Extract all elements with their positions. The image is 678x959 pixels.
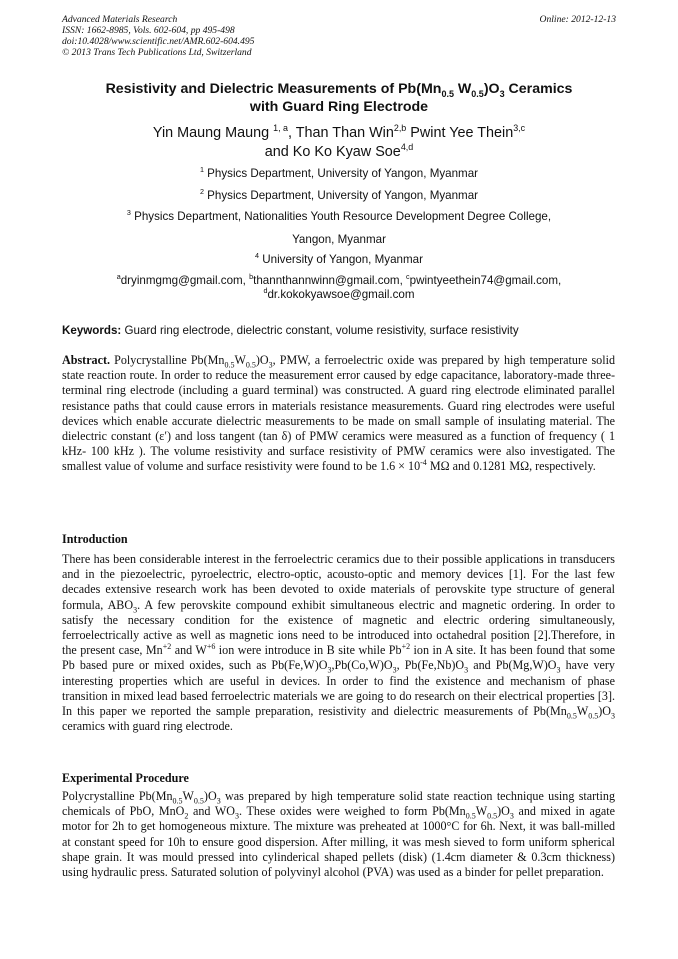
subscript: 0.5 [224,360,235,370]
intro-text: There has been considerable interest in the ferroelectric ceramics due to their possible applications in transducers and in the piezoelectric, pyroelectric, electro-optic, acousto-optic and memory devices [1]. For the last few decades extensive research work has been devoted to oxide materials of perovskite type structure of general formula, ABO [62,552,615,612]
title-text: Ceramics [504,81,573,97]
introduction-heading: Introduction [62,532,128,546]
subscript: 0.5 [465,811,476,821]
author-mark: 3,c [513,123,526,134]
email-address: pwintyeethein74@gmail.com, [409,274,562,287]
email-mark: a [116,272,121,282]
affiliation-2 [40,189,638,203]
exp-text: )O [497,804,510,819]
author-name: , Than Than Win [288,125,394,141]
intro-text: ,Pb(Co,W)O [331,658,393,673]
subscript: 0.5 [566,711,577,721]
subscript: 3 [268,360,273,370]
affiliation-3 [40,210,638,224]
subscript: 0.5 [487,811,498,821]
email-mark: c [406,272,410,282]
intro-text: . A few perovskite compound exhibit simultaneous electric and magnetic ordering. In order to satisfy the necessary condition for the existence of magnetic and electric ordering simultaneously, ferroelectrically active as well as magnetic ions need to be introduced into octahedral position [2].Therefore, in the present case, Mn [62,597,615,658]
journal-name: Advanced Materials Research [62,14,178,25]
title-subscript: 0.5 [471,88,484,99]
abstract-paragraph [62,353,615,475]
title-text: )O [483,81,500,97]
intro-text: ion were introduce in B site while Pb [215,643,402,658]
subscript: 0.5 [193,796,204,806]
intro-text: have very interesting properties which are useful in devices. In order to find the existence and mechanism of phase transition in mixed lead based ferroelectric materials we are going to do research on their electrical properties [3]. In this paper we reported the sample preparation, resistivity and dielectric measurements of Pb(Mn [62,658,615,719]
author-mark: 4,d [400,142,414,153]
affiliation-text: Physics Department, Nationalities Youth Resource Development Degree College, [130,210,552,223]
email-address: dryinmgmg@gmail.com, [120,274,250,287]
experimental-heading: Experimental Procedure [62,771,189,785]
intro-text: ceramics with guard ring electrode. [62,719,233,734]
abstract-text: Polycrystalline Pb(Mn [110,353,225,367]
subscript: 3 [216,796,221,806]
exp-text: )O [203,789,217,803]
title-text: Resistivity and Dielectric Measurements of Pb(Mn [105,81,442,97]
affiliation-text: Physics Department, University of Yangon, Myanmar [203,167,479,180]
abstract-text: )O [255,353,269,367]
email-mark: d [263,286,268,296]
author-emails [40,274,638,302]
title-subscript: 3 [499,88,505,99]
exp-text: and mixed in agate motor for 2h to get homogeneous mixture. The mixture was preheated at 1000°C for 6h. Next, it was ball-milled at constant speed for 10h to ensure good dispersion. After milling, it was mesh sieved to form uniform spherical shape grain. It was mould pressed into cylinderical shaped pellets (disk) (1.4cm diameter & 0.3cm thickness) using hydraulic press. Saturated solution of polyvinyl alcohol (PVA) was used as a binder for pellet preparation. [62,804,615,880]
subscript: 3 [464,665,469,675]
abstract-text: MΩ and 0.1281 MΩ, respectively. [426,459,596,474]
exp-text: W [182,789,194,803]
intro-text: and W [171,643,207,658]
subscript: 0.5 [172,796,183,806]
affiliation-mark: 4 [255,251,260,261]
abstract-text: , PMW, a ferroelectric oxide was prepared by high temperature solid state reaction route. In order to reduce the measurement error caused by edge capacitance, laboratory-made three-terminal ring electrode (including a guard terminal) was constructed. A guard ring electrode eliminated parallel resistance paths that could cause errors in materials resistance measurements. Guard ring electrodes were useful devices which enable accurate dielectric measurements to be made on small sample of insulating material. The dielectric constant (ε′) and loss tangent (tan δ) of PMW ceramics were measured as a function of frequency ( 1 kHz- 100 kHz ). The volume resistivity and surface resistivity of PMW ceramics were also investigated. The smallest value of volume and surface resistivity were found to be 1.6 × 10 [62,353,615,474]
author-name: and Ko Ko Kyaw Soe [264,144,401,160]
exp-text: Polycrystalline Pb(Mn [62,789,173,803]
subscript: 3 [133,605,138,615]
abstract-label: Abstract. [62,353,111,367]
keywords-text: Guard ring electrode, dielectric constant, volume resistivity, surface resistivity [121,324,519,337]
subscript: 3 [556,665,561,675]
exp-text: was prepared by high temperature solid state reaction technique using starting chemicals of PbO, MnO [62,789,615,819]
superscript: -4 [420,458,427,468]
intro-text: W [576,704,589,719]
subscript: 2 [184,811,189,821]
intro-text: and Pb(Mg,W)O [468,658,557,673]
subscript: 3 [611,711,615,721]
online-date: Online: 2012-12-13 [539,14,616,25]
superscript: +6 [206,642,216,652]
title-subscript: 0.5 [441,88,454,99]
keywords-label: Keywords: [62,324,122,337]
copyright-line: © 2013 Trans Tech Publications Ltd, Switzerland [62,47,252,58]
affiliation-mark: 2 [199,187,204,197]
email-mark: b [249,272,254,282]
title-line-2: with Guard Ring Electrode [249,99,429,115]
author-name: Pwint Yee Thein [406,125,514,141]
journal-header [62,14,616,58]
affiliation-text: Physics Department, University of Yangon, Myanmar [203,189,479,202]
affiliation-1 [40,167,638,181]
issn-line: ISSN: 1662-8985, Vols. 602-604, pp 495-498 [62,25,235,36]
author-list [40,124,638,162]
experimental-paragraph [62,789,615,880]
keywords-line [62,324,622,338]
affiliation-3-line-2: Yangon, Myanmar [292,233,386,246]
subscript: 3 [392,665,397,675]
author-name: Yin Maung Maung [152,125,274,141]
intro-text: ion in A site. It has been found that some Pb based pure or mixed oxides, such as Pb(Fe,W)O [62,643,616,673]
subscript: 3 [509,811,514,821]
affiliation-4 [40,253,638,267]
intro-text: , Pb(Fe,Nb)O [396,658,465,673]
exp-text: . These oxides were weighed to form Pb(Mn [239,804,466,819]
email-address: thannthannwinn@gmail.com, [253,274,407,287]
title-text: W [453,81,472,97]
author-mark: 2,b [393,123,407,134]
author-mark: 1, a [273,123,289,134]
email-address: dr.kokokyawsoe@gmail.com [267,288,415,301]
paper-title [40,80,638,116]
subscript: 0.5 [245,360,256,370]
intro-text: )O [598,704,611,719]
affiliation-mark: 1 [199,165,204,175]
superscript: +2 [401,642,411,652]
subscript: 3 [327,665,332,675]
exp-text: W [475,804,488,819]
introduction-paragraph [62,552,615,734]
subscript: 0.5 [588,711,599,721]
subscript: 3 [235,811,240,821]
superscript: +2 [162,642,172,652]
exp-text: and WO [188,804,236,819]
affiliation-text: University of Yangon, Myanmar [259,253,423,266]
affiliation-mark: 3 [126,208,131,218]
abstract-text: W [234,353,246,367]
doi-line: doi:10.4028/www.scientific.net/AMR.602-604.495 [62,36,255,47]
